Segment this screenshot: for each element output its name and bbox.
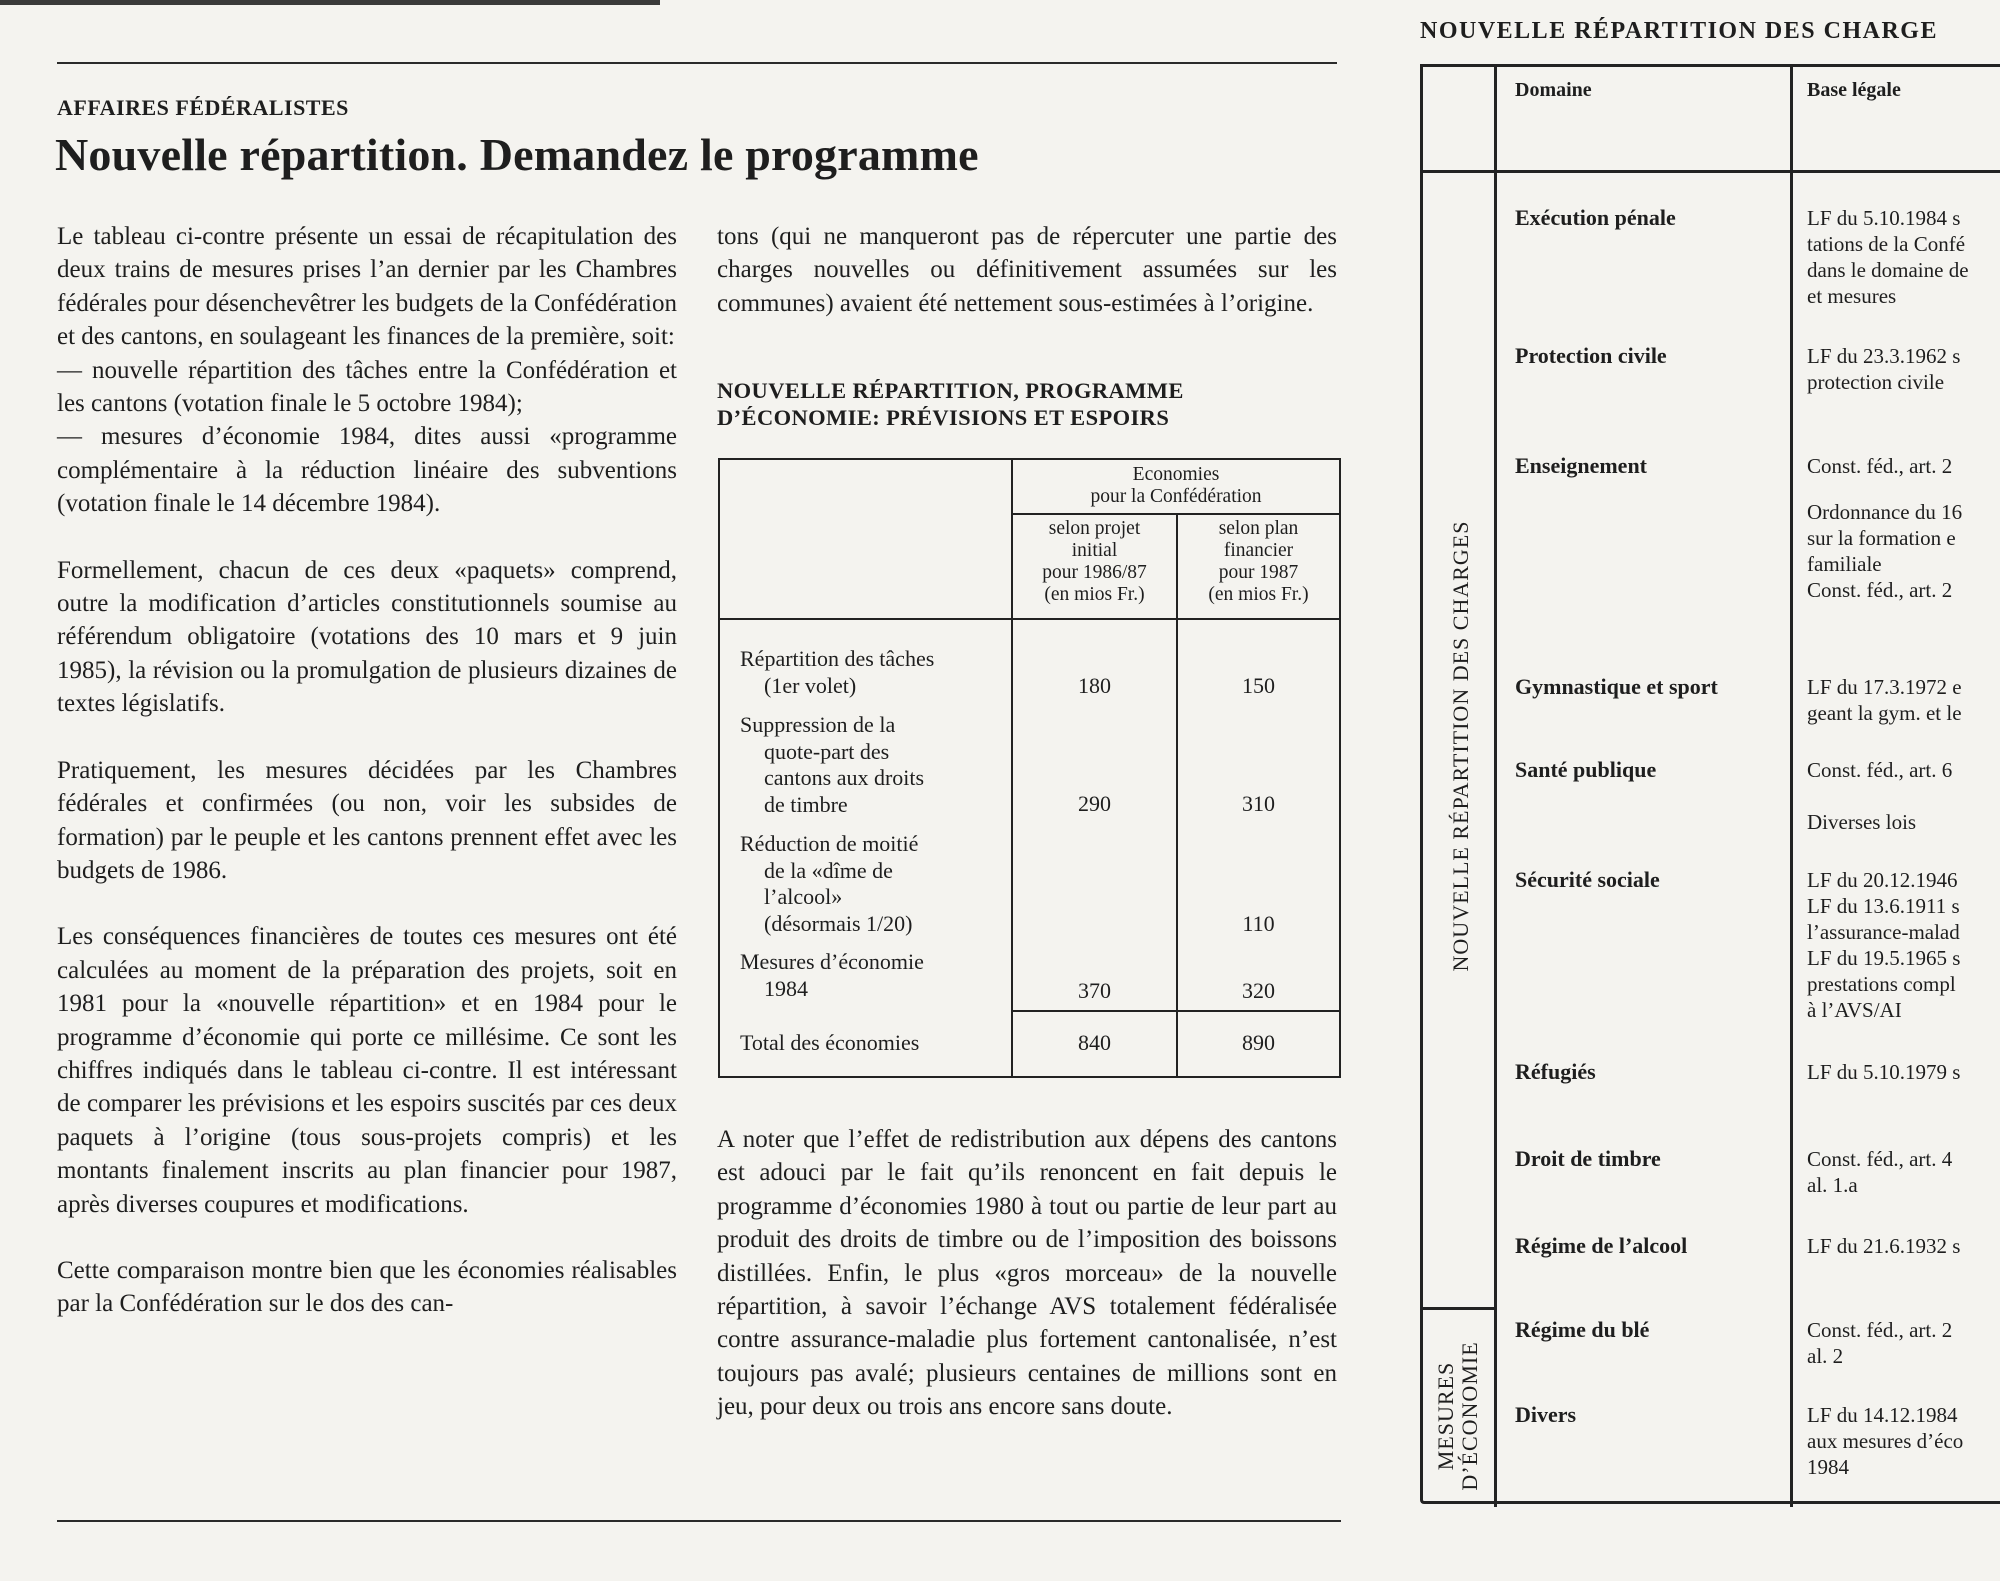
group-header-line-1: Economies bbox=[1132, 464, 1220, 485]
row-label-line: l’alcool» bbox=[764, 884, 843, 909]
middle-paragraph-1: tons (qui ne manqueront pas de répercuter une partie des charges nouvelles ou définitivement assumées sur les communes) avaient été nettement sous-estimées à l’origine. bbox=[717, 223, 1337, 317]
row-4-initial: 370 bbox=[1078, 978, 1111, 1003]
header-domain: Domaine bbox=[1515, 79, 1592, 101]
row-label-3 bbox=[740, 831, 918, 937]
base-line: tations de la Confé bbox=[1807, 232, 1966, 256]
middle-paragraph-2: A noter que l’effet de redistribution aux dépens des cantons est adouci par le fait qu’ils renoncent en fait depuis le programme d’économies 1980 à tout ou partie de leur part au produit des droits de timbre ou de l’imposition des boissons distillées. Enfin, le plus «gros morceau» de la nouvelle répartition, à savoir l’échange AVS totalement fédéralisée contre assurance-maladie plus fortement cantonalisée, n’est toujours pas avalé; plusieurs centaines de millions sont en jeu, pour deux ou trois ans encore sans doute. bbox=[717, 1126, 1337, 1421]
right-table-title: NOUVELLE RÉPARTITION DES CHARGE bbox=[1420, 18, 1938, 44]
row-label-line: quote-part des bbox=[764, 738, 890, 764]
base-line: al. 2 bbox=[1807, 1344, 1844, 1368]
row-1-initial: 180 bbox=[1078, 673, 1111, 698]
base-droit-de-timbre bbox=[1807, 1146, 1952, 1198]
domain-divers: Divers bbox=[1515, 1402, 1577, 1427]
paragraph-1: Le tableau ci-contre présente un essai de récapitulation des deux trains de mesures prises l’an dernier par les Chambres fédérales pour désenchevêtrer les budgets de la Confédération et des cantons, en soulageant les finances de la première, soit: bbox=[57, 223, 677, 351]
row-label-4 bbox=[740, 949, 924, 1002]
total-plan: 890 bbox=[1242, 1030, 1275, 1055]
side-label-line: MESURES bbox=[1433, 1361, 1458, 1471]
base-line: dans le domaine de bbox=[1807, 258, 1969, 282]
col2-line: pour 1987 bbox=[1218, 562, 1299, 583]
base-line: LF du 23.3.1962 s bbox=[1807, 344, 1961, 368]
row-label-line: de timbre bbox=[764, 791, 848, 817]
base-sante-publique bbox=[1807, 757, 1952, 835]
base-enseignement bbox=[1807, 453, 1962, 603]
col-header-initial bbox=[1013, 518, 1176, 606]
col2-line: (en mios Fr.) bbox=[1208, 584, 1309, 605]
base-line: aux mesures d’éco bbox=[1807, 1429, 1964, 1453]
base-line: Const. féd., art. 6 bbox=[1807, 758, 1953, 782]
charges-table bbox=[1420, 64, 2000, 1504]
table-hline-total bbox=[1011, 1010, 1339, 1012]
total-initial: 840 bbox=[1078, 1030, 1111, 1055]
domain-protection-civile: Protection civile bbox=[1515, 343, 1667, 368]
bottom-rule bbox=[57, 1520, 1341, 1522]
row-label-line: 1984 bbox=[764, 975, 808, 1001]
base-line: 1984 bbox=[1807, 1455, 1849, 1479]
rt-hline-side bbox=[1423, 1307, 1494, 1310]
base-divers bbox=[1807, 1402, 1963, 1480]
base-regime-ble bbox=[1807, 1317, 1952, 1369]
rt-vline-2 bbox=[1790, 67, 1793, 1507]
domain-regime-alcool: Régime de l’alcool bbox=[1515, 1233, 1688, 1258]
base-line: al. 1.a bbox=[1807, 1173, 1858, 1197]
base-line: sur la formation e bbox=[1807, 526, 1956, 550]
domain-droit-de-timbre: Droit de timbre bbox=[1515, 1146, 1661, 1171]
col1-line: selon projet bbox=[1048, 518, 1141, 539]
row-label-line: (1er volet) bbox=[764, 672, 857, 698]
base-line: LF du 5.10.1979 s bbox=[1807, 1060, 1961, 1084]
group-header bbox=[1013, 464, 1339, 508]
col-header-plan bbox=[1178, 518, 1339, 606]
table-hline-group bbox=[1011, 513, 1339, 515]
group-header-line-2: pour la Confédération bbox=[1090, 486, 1262, 507]
domain-enseignement: Enseignement bbox=[1515, 453, 1647, 478]
row-label-line: de la «dîme de bbox=[764, 857, 893, 883]
base-refugies bbox=[1807, 1059, 1960, 1085]
middle-text-bottom bbox=[717, 1123, 1337, 1457]
base-execution-penale bbox=[1807, 205, 1969, 309]
col2-line: financier bbox=[1223, 540, 1294, 561]
row-label-2 bbox=[740, 712, 924, 818]
row-4-plan: 320 bbox=[1242, 978, 1275, 1003]
domain-execution-penale: Exécution pénale bbox=[1515, 205, 1676, 230]
paragraph-2: Formellement, chacun de ces deux «paquets» comprend, outre la modification d’articles constitutionnels soumise au référendum obligatoire (votations des 10 mars et 9 juin 1985), la révision ou la promulgation de plusieurs dizaines de textes législatifs. bbox=[57, 556, 677, 718]
base-line: Ordonnance du 16 bbox=[1807, 500, 1963, 524]
domain-refugies: Réfugiés bbox=[1515, 1059, 1596, 1084]
side-label-line: D’ÉCONOMIE bbox=[1457, 1341, 1482, 1491]
paragraph-1-item-2: — mesures d’économie 1984, dites aussi «programme complémentaire à la réduction linéaire des subventions (votation finale le 14 décembre 1984). bbox=[57, 423, 677, 518]
base-line: à l’AVS/AI bbox=[1807, 998, 1902, 1022]
economies-table bbox=[718, 458, 1341, 1078]
header-base: Base légale bbox=[1807, 79, 1901, 101]
base-line: prestations compl bbox=[1807, 972, 1956, 996]
base-line: LF du 13.6.1911 s bbox=[1807, 894, 1960, 918]
col1-line: pour 1986/87 bbox=[1042, 562, 1147, 583]
row-label-line: Mesures d’économie bbox=[740, 949, 924, 974]
base-line: Const. féd., art. 2 bbox=[1807, 1318, 1953, 1342]
row-label-line: (désormais 1/20) bbox=[764, 910, 913, 936]
row-2-initial: 290 bbox=[1078, 791, 1111, 816]
section-kicker: AFFAIRES FÉDÉRALISTES bbox=[57, 95, 349, 120]
base-spacer bbox=[1807, 783, 1952, 809]
total-label: Total des économies bbox=[740, 1030, 920, 1055]
base-line: LF du 14.12.1984 bbox=[1807, 1403, 1958, 1427]
side-label-economie bbox=[1434, 1316, 1482, 1516]
base-line: familiale bbox=[1807, 552, 1882, 576]
col2-line: selon plan bbox=[1218, 518, 1299, 539]
top-rule bbox=[57, 62, 1337, 64]
paragraph-5: Cette comparaison montre bien que les économies réalisables par la Confédération sur le dos des can- bbox=[57, 1256, 677, 1318]
col1-line: initial bbox=[1071, 540, 1118, 561]
article-title: Nouvelle répartition. Demandez le programme bbox=[55, 129, 979, 180]
table-hline-header bbox=[720, 618, 1339, 620]
left-text-column bbox=[57, 220, 677, 1354]
base-line: geant la gym. et le bbox=[1807, 701, 1962, 725]
rt-vline-1 bbox=[1494, 67, 1497, 1507]
row-3-plan: 110 bbox=[1242, 911, 1275, 936]
row-label-line: Réduction de moitié bbox=[740, 831, 919, 856]
base-line: protection civile bbox=[1807, 370, 1945, 394]
row-1-plan: 150 bbox=[1242, 673, 1275, 698]
col1-line: (en mios Fr.) bbox=[1044, 584, 1145, 605]
base-line: Const. féd., art. 4 bbox=[1807, 1147, 1953, 1171]
domain-sante-publique: Santé publique bbox=[1515, 757, 1657, 782]
base-line: LF du 5.10.1984 s bbox=[1807, 206, 1961, 230]
rt-hline-header bbox=[1423, 170, 2000, 173]
row-label-line: Répartition des tâches bbox=[740, 646, 935, 671]
base-line: Diverses lois bbox=[1807, 810, 1917, 834]
row-2-plan: 310 bbox=[1242, 791, 1275, 816]
base-gymnastique bbox=[1807, 674, 1962, 726]
paragraph-4: Les conséquences financières de toutes ces mesures ont été calculées au moment de la préparation des projets, soit en 1981 pour la «nouvelle répartition» et en 1984 pour le programme d’économie qui porte ce millésime. Ce sont les chiffres indiqués dans le tableau ci-contre. Il est intéressant de comparer les prévisions et les espoirs suscités par ces deux paquets à l’origine (tous sous-projets compris) et les montants finalement inscrits au plan financier pour 1987, après diverses coupures et modifications. bbox=[57, 923, 677, 1218]
domain-regime-ble: Régime du blé bbox=[1515, 1317, 1650, 1342]
base-spacer bbox=[1807, 479, 1962, 499]
table-subheading bbox=[717, 377, 1337, 431]
base-line: Const. féd., art. 2 bbox=[1807, 454, 1953, 478]
row-label-1 bbox=[740, 646, 934, 699]
middle-text-top bbox=[717, 220, 1337, 353]
base-line: Const. féd., art. 2 bbox=[1807, 578, 1953, 602]
side-label-charges: NOUVELLE RÉPARTITION DES CHARGES bbox=[1448, 520, 1473, 972]
base-regime-alcool bbox=[1807, 1233, 1960, 1259]
base-line: et mesures bbox=[1807, 284, 1897, 308]
base-line: LF du 17.3.1972 e bbox=[1807, 675, 1962, 699]
domain-gymnastique: Gymnastique et sport bbox=[1515, 674, 1718, 699]
paragraph-1-item-1: — nouvelle répartition des tâches entre la Confédération et les cantons (votation finale le 5 octobre 1984); bbox=[57, 356, 677, 418]
top-edge-strip bbox=[0, 0, 660, 5]
row-label-line: cantons aux droits bbox=[764, 765, 925, 790]
base-line: LF du 20.12.1946 bbox=[1807, 868, 1958, 892]
base-line: l’assurance-malad bbox=[1807, 920, 1960, 944]
domain-securite-sociale: Sécurité sociale bbox=[1515, 867, 1660, 892]
base-line: LF du 19.5.1965 s bbox=[1807, 946, 1961, 970]
paragraph-3: Pratiquement, les mesures décidées par les Chambres fédérales et confirmées (ou non, voir les subsides de formation) par le peuple et les cantons prennent effet avec les budgets de 1986. bbox=[57, 756, 677, 884]
base-protection-civile bbox=[1807, 343, 1960, 395]
subheading-line-1: NOUVELLE RÉPARTITION, PROGRAMME bbox=[717, 378, 1184, 403]
subheading-line-2: D’ÉCONOMIE: PRÉVISIONS ET ESPOIRS bbox=[717, 405, 1170, 430]
base-securite-sociale bbox=[1807, 867, 1960, 1023]
base-line: LF du 21.6.1932 s bbox=[1807, 1234, 1961, 1258]
row-label-line: Suppression de la bbox=[740, 712, 896, 737]
